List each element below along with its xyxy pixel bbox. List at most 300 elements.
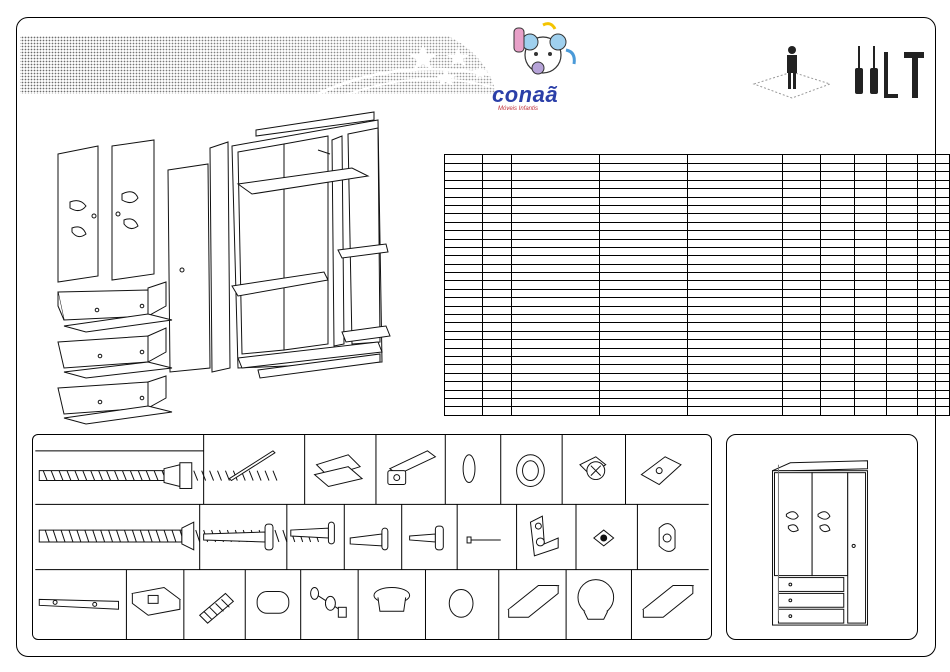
- table-cell: [917, 306, 949, 314]
- table-cell: [917, 348, 949, 356]
- table-cell: [887, 382, 917, 390]
- table-cell: [855, 390, 887, 398]
- table-cell: [887, 264, 917, 272]
- table-cell: [855, 189, 887, 197]
- table-cell: [855, 172, 887, 180]
- table-cell: [782, 365, 820, 373]
- table-cell: [821, 398, 855, 406]
- table-cell: [688, 340, 783, 348]
- table-cell: [483, 164, 512, 172]
- table-cell: [782, 382, 820, 390]
- table-row: [445, 382, 950, 390]
- table-cell: [887, 306, 917, 314]
- table-row: [445, 298, 950, 306]
- table-cell: [887, 273, 917, 281]
- table-cell: [445, 164, 483, 172]
- table-cell: [512, 172, 600, 180]
- table-cell: [483, 356, 512, 364]
- table-cell: [445, 323, 483, 331]
- table-cell: [445, 264, 483, 272]
- table-cell: [688, 390, 783, 398]
- table-cell: [855, 155, 887, 164]
- table-cell: [512, 365, 600, 373]
- table-cell: [855, 348, 887, 356]
- table-cell: [600, 323, 688, 331]
- table-cell: [821, 348, 855, 356]
- table-cell: [512, 407, 600, 415]
- table-cell: [688, 356, 783, 364]
- exploded-wardrobe-drawing: [52, 106, 412, 436]
- table-cell: [512, 247, 600, 255]
- table-cell: [483, 289, 512, 297]
- table-cell: [688, 281, 783, 289]
- table-cell: [688, 315, 783, 323]
- table-cell: [887, 323, 917, 331]
- table-cell: [855, 273, 887, 281]
- table-cell: [782, 264, 820, 272]
- table-cell: [782, 273, 820, 281]
- table-cell: [782, 348, 820, 356]
- table-cell: [600, 340, 688, 348]
- table-cell: [821, 222, 855, 230]
- table-cell: [483, 281, 512, 289]
- table-cell: [688, 365, 783, 373]
- table-cell: [855, 315, 887, 323]
- table-cell: [782, 373, 820, 381]
- table-cell: [821, 214, 855, 222]
- table-cell: [512, 155, 600, 164]
- table-cell: [782, 172, 820, 180]
- table-row: [445, 239, 950, 247]
- table-cell: [782, 180, 820, 188]
- table-cell: [600, 256, 688, 264]
- glue-pad-icon: [315, 455, 363, 487]
- table-row: [445, 180, 950, 188]
- table-row: [445, 306, 950, 314]
- table-cell: [445, 222, 483, 230]
- table-row: [445, 289, 950, 297]
- table-cell: [782, 323, 820, 331]
- table-cell: [512, 214, 600, 222]
- drawer-3: [58, 376, 172, 424]
- table-cell: [917, 247, 949, 255]
- table-cell: [821, 298, 855, 306]
- table-cell: [782, 197, 820, 205]
- table-row: [445, 323, 950, 331]
- round-knob-icon: [374, 588, 410, 612]
- table-cell: [782, 239, 820, 247]
- table-cell: [512, 231, 600, 239]
- table-cell: [782, 289, 820, 297]
- table-cell: [688, 164, 783, 172]
- table-row: [445, 231, 950, 239]
- table-cell: [782, 306, 820, 314]
- table-row: [445, 205, 950, 213]
- parts-list-table: [444, 154, 950, 416]
- table-cell: [445, 273, 483, 281]
- table-cell: [483, 273, 512, 281]
- table-cell: [782, 331, 820, 339]
- table-cell: [600, 390, 688, 398]
- table-cell: [483, 323, 512, 331]
- table-cell: [855, 382, 887, 390]
- table-cell: [483, 180, 512, 188]
- door-left: [58, 146, 98, 282]
- table-cell: [887, 189, 917, 197]
- table-cell: [917, 323, 949, 331]
- drawer-1: [58, 282, 172, 332]
- table-cell: [887, 205, 917, 213]
- table-cell: [887, 373, 917, 381]
- table-cell: [688, 407, 783, 415]
- table-cell: [821, 189, 855, 197]
- bracket-icon: [641, 457, 681, 485]
- table-cell: [887, 164, 917, 172]
- table-cell: [483, 407, 512, 415]
- table-cell: [512, 331, 600, 339]
- table-cell: [855, 407, 887, 415]
- grommet-icon: [517, 455, 545, 487]
- table-cell: [688, 306, 783, 314]
- table-cell: [600, 273, 688, 281]
- table-cell: [688, 289, 783, 297]
- assembled-wardrobe-preview: [726, 434, 918, 640]
- table-cell: [688, 398, 783, 406]
- table-cell: [512, 382, 600, 390]
- table-cell: [688, 264, 783, 272]
- table-cell: [600, 264, 688, 272]
- table-row: [445, 256, 950, 264]
- table-cell: [917, 155, 949, 164]
- long-screw-icon: [39, 463, 277, 489]
- table-cell: [445, 205, 483, 213]
- table-cell: [483, 214, 512, 222]
- washer-icon: [594, 530, 614, 546]
- table-cell: [821, 264, 855, 272]
- table-cell: [600, 289, 688, 297]
- table-cell: [887, 298, 917, 306]
- table-cell: [445, 306, 483, 314]
- table-cell: [821, 306, 855, 314]
- table-cell: [821, 247, 855, 255]
- table-row: [445, 315, 950, 323]
- table-row: [445, 155, 950, 164]
- table-row: [445, 390, 950, 398]
- table-cell: [688, 331, 783, 339]
- table-row: [445, 264, 950, 272]
- table-cell: [887, 365, 917, 373]
- table-cell: [855, 365, 887, 373]
- table-cell: [600, 239, 688, 247]
- side-door: [168, 164, 210, 372]
- cap-icon: [463, 455, 475, 483]
- table-cell: [512, 340, 600, 348]
- table-cell: [688, 222, 783, 230]
- table-cell: [917, 407, 949, 415]
- table-cell: [445, 256, 483, 264]
- table-cell: [887, 239, 917, 247]
- table-cell: [512, 197, 600, 205]
- table-cell: [600, 407, 688, 415]
- screw-icon: [204, 524, 273, 550]
- table-cell: [600, 348, 688, 356]
- table-cell: [483, 155, 512, 164]
- table-cell: [445, 239, 483, 247]
- table-cell: [688, 172, 783, 180]
- table-row: [445, 331, 950, 339]
- table-cell: [512, 164, 600, 172]
- table-cell: [917, 164, 949, 172]
- table-cell: [782, 356, 820, 364]
- screwdriver-icon: [855, 46, 863, 94]
- table-cell: [512, 315, 600, 323]
- table-cell: [688, 155, 783, 164]
- table-cell: [600, 398, 688, 406]
- table-row: [445, 281, 950, 289]
- table-cell: [600, 231, 688, 239]
- hinge-icon: [388, 451, 436, 485]
- table-cell: [512, 239, 600, 247]
- table-cell: [821, 323, 855, 331]
- table-cell: [512, 256, 600, 264]
- table-cell: [917, 331, 949, 339]
- table-cell: [855, 256, 887, 264]
- drawer-clip-icon: [132, 588, 180, 616]
- table-row: [445, 247, 950, 255]
- table-cell: [782, 164, 820, 172]
- table-cell: [917, 256, 949, 264]
- table-cell: [512, 390, 600, 398]
- table-cell: [887, 340, 917, 348]
- table-cell: [821, 155, 855, 164]
- table-cell: [782, 398, 820, 406]
- table-cell: [855, 398, 887, 406]
- table-cell: [821, 373, 855, 381]
- rod-holder-icon: [659, 524, 675, 552]
- brand-tagline: Móveis Infantis: [498, 106, 539, 112]
- table-cell: [688, 239, 783, 247]
- allen-key-icon: [886, 52, 898, 96]
- table-cell: [483, 315, 512, 323]
- table-cell: [483, 222, 512, 230]
- table-cell: [600, 164, 688, 172]
- table-cell: [483, 373, 512, 381]
- flat-screw-icon: [410, 526, 444, 550]
- table-cell: [688, 189, 783, 197]
- table-cell: [855, 331, 887, 339]
- table-cell: [445, 172, 483, 180]
- short-screw-icon: [350, 528, 388, 550]
- table-cell: [512, 189, 600, 197]
- table-cell: [445, 365, 483, 373]
- table-cell: [821, 197, 855, 205]
- table-cell: [917, 373, 949, 381]
- table-cell: [821, 205, 855, 213]
- table-cell: [445, 189, 483, 197]
- table-cell: [887, 315, 917, 323]
- table-row: [445, 214, 950, 222]
- extra-long-screw-icon: [39, 522, 318, 550]
- table-cell: [887, 398, 917, 406]
- table-cell: [688, 323, 783, 331]
- table-cell: [483, 172, 512, 180]
- table-cell: [821, 340, 855, 348]
- table-cell: [887, 231, 917, 239]
- table-cell: [855, 323, 887, 331]
- table-cell: [917, 356, 949, 364]
- table-cell: [887, 155, 917, 164]
- table-cell: [512, 273, 600, 281]
- table-cell: [600, 315, 688, 323]
- table-cell: [688, 247, 783, 255]
- table-cell: [917, 398, 949, 406]
- table-cell: [600, 205, 688, 213]
- table-cell: [483, 340, 512, 348]
- banner-stars: [18, 36, 498, 98]
- table-cell: [855, 281, 887, 289]
- table-cell: [821, 331, 855, 339]
- table-cell: [483, 306, 512, 314]
- table-cell: [782, 340, 820, 348]
- table-cell: [445, 289, 483, 297]
- table-cell: [483, 247, 512, 255]
- table-cell: [782, 222, 820, 230]
- table-cell: [600, 306, 688, 314]
- table-cell: [821, 273, 855, 281]
- table-cell: [445, 390, 483, 398]
- table-cell: [512, 373, 600, 381]
- table-cell: [821, 289, 855, 297]
- table-cell: [821, 356, 855, 364]
- table-cell: [855, 298, 887, 306]
- table-cell: [917, 289, 949, 297]
- table-row: [445, 340, 950, 348]
- table-cell: [483, 365, 512, 373]
- table-cell: [445, 247, 483, 255]
- table-cell: [821, 164, 855, 172]
- table-cell: [600, 382, 688, 390]
- table-cell: [917, 205, 949, 213]
- table-cell: [688, 273, 783, 281]
- table-cell: [917, 315, 949, 323]
- table-cell: [445, 331, 483, 339]
- table-cell: [855, 373, 887, 381]
- hardware-panel: [32, 434, 712, 640]
- table-cell: [600, 155, 688, 164]
- disc-cap-icon: [449, 589, 473, 617]
- table-cell: [483, 348, 512, 356]
- table-cell: [688, 382, 783, 390]
- table-cell: [600, 172, 688, 180]
- table-cell: [917, 281, 949, 289]
- table-cell: [887, 348, 917, 356]
- table-cell: [445, 398, 483, 406]
- table-cell: [917, 365, 949, 373]
- table-cell: [688, 205, 783, 213]
- table-cell: [821, 407, 855, 415]
- table-row: [445, 197, 950, 205]
- table-cell: [917, 172, 949, 180]
- table-cell: [855, 356, 887, 364]
- table-cell: [600, 222, 688, 230]
- table-cell: [483, 205, 512, 213]
- table-cell: [688, 373, 783, 381]
- table-cell: [600, 197, 688, 205]
- table-cell: [855, 205, 887, 213]
- drawer-2: [58, 328, 172, 378]
- table-cell: [887, 289, 917, 297]
- table-cell: [887, 407, 917, 415]
- table-cell: [782, 155, 820, 164]
- table-cell: [512, 180, 600, 188]
- table-cell: [512, 298, 600, 306]
- drawer-slide-icon: [39, 599, 118, 609]
- table-cell: [917, 231, 949, 239]
- table-cell: [917, 222, 949, 230]
- ball-knob-icon: [578, 580, 614, 620]
- table-cell: [512, 348, 600, 356]
- table-cell: [445, 407, 483, 415]
- table-row: [445, 398, 950, 406]
- table-cell: [600, 298, 688, 306]
- door-right: [112, 140, 154, 280]
- table-cell: [917, 264, 949, 272]
- table-row: [445, 273, 950, 281]
- rail-icon: [509, 586, 559, 618]
- hammer-icon: [904, 52, 924, 98]
- angle-bracket-icon: [530, 516, 558, 556]
- table-cell: [445, 298, 483, 306]
- table-cell: [782, 298, 820, 306]
- table-cell: [855, 214, 887, 222]
- table-cell: [512, 222, 600, 230]
- table-cell: [821, 231, 855, 239]
- table-cell: [917, 390, 949, 398]
- short-screw-icon: [291, 522, 335, 544]
- table-cell: [688, 256, 783, 264]
- brand-name: conaã: [492, 82, 559, 107]
- table-cell: [887, 356, 917, 364]
- table-cell: [600, 373, 688, 381]
- table-cell: [855, 239, 887, 247]
- rail-icon: [643, 586, 693, 618]
- table-cell: [917, 214, 949, 222]
- table-cell: [688, 231, 783, 239]
- table-cell: [512, 306, 600, 314]
- table-cell: [917, 273, 949, 281]
- table-cell: [887, 247, 917, 255]
- table-cell: [821, 315, 855, 323]
- table-row: [445, 164, 950, 172]
- table-cell: [483, 331, 512, 339]
- table-cell: [821, 180, 855, 188]
- table-cell: [600, 331, 688, 339]
- table-cell: [855, 289, 887, 297]
- table-cell: [600, 214, 688, 222]
- table-cell: [445, 197, 483, 205]
- table-cell: [821, 172, 855, 180]
- table-cell: [688, 298, 783, 306]
- table-cell: [483, 231, 512, 239]
- table-row: [445, 407, 950, 415]
- table-row: [445, 348, 950, 356]
- table-cell: [445, 348, 483, 356]
- table-cell: [512, 264, 600, 272]
- table-cell: [887, 281, 917, 289]
- table-cell: [855, 164, 887, 172]
- table-cell: [782, 390, 820, 398]
- bolt-icon: [311, 588, 347, 618]
